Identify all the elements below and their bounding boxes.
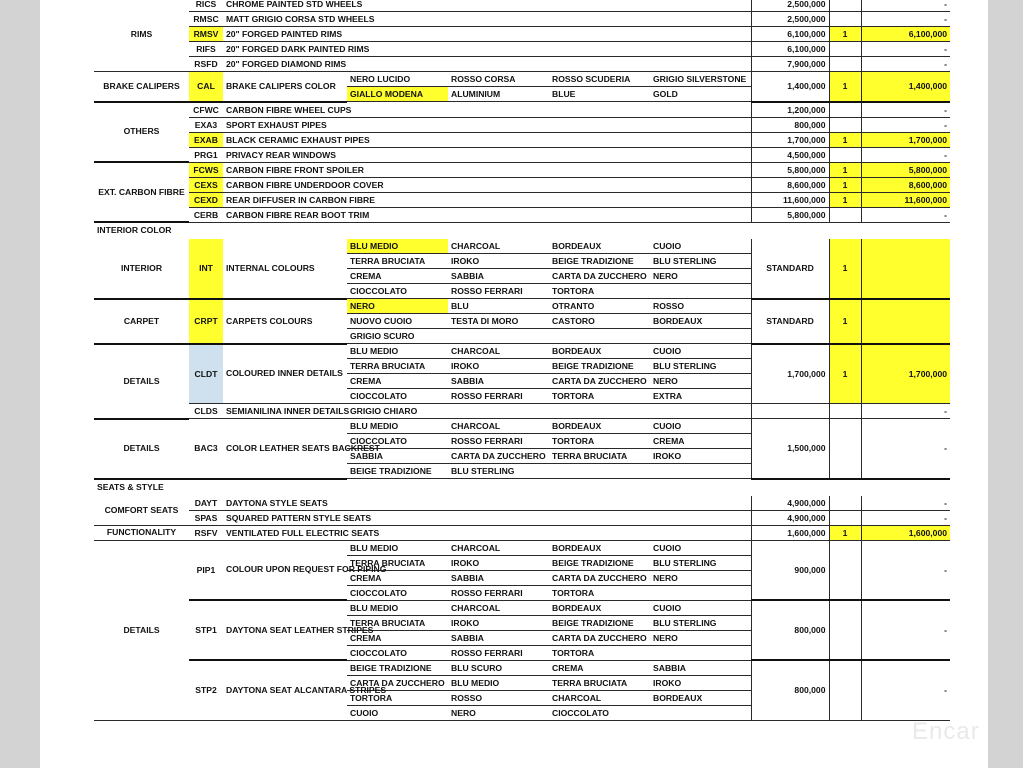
color-cell: TORTORA [549, 434, 650, 449]
option-total: - [861, 12, 950, 27]
option-price: 8,600,000 [751, 177, 829, 192]
option-code: RSFD [189, 57, 223, 72]
option-desc: COLOR LEATHER SEATS BACKREST [223, 419, 347, 479]
color-cell: BORDEAUX [549, 239, 650, 254]
option-qty: 1 [829, 192, 861, 207]
color-cell: IROKO [448, 359, 549, 374]
option-desc: COLOURED INNER DETAILS [223, 344, 347, 404]
color-cell: BLU STERLING [650, 615, 751, 630]
option-code: PIP1 [189, 540, 223, 600]
color-cell: ROSSO [650, 299, 751, 314]
color-cell: TERRA BRUCIATA [549, 675, 650, 690]
option-row-selected [94, 344, 950, 359]
color-cell: BEIGE TRADIZIONE [549, 555, 650, 570]
option-total: 1,600,000 [861, 525, 950, 540]
color-cell: BLU SCURO [448, 660, 549, 675]
color-cell: TERRA BRUCIATA [347, 254, 448, 269]
option-qty: 1 [829, 132, 861, 147]
option-row [94, 404, 950, 419]
option-desc: SEMIANILINA INNER DETAILS [223, 404, 347, 419]
option-code: STP1 [189, 600, 223, 660]
color-cell: TORTORA [549, 645, 650, 660]
option-qty [829, 510, 861, 525]
color-cell [549, 329, 650, 344]
color-cell: NERO [650, 630, 751, 645]
category-label: FUNCTIONALITY [94, 525, 189, 540]
option-qty: 1 [829, 27, 861, 42]
color-cell: SABBIA [448, 630, 549, 645]
color-cell: SABBIA [347, 449, 448, 464]
option-qty [829, 207, 861, 222]
option-total: - [861, 540, 950, 600]
color-cell: CIOCCOLATO [347, 284, 448, 299]
option-price: 2,500,000 [751, 0, 829, 12]
color-cell: CUOIO [347, 705, 448, 720]
options-sheet [94, 0, 952, 721]
color-cell: BORDEAUX [549, 540, 650, 555]
color-cell: BLU STERLING [650, 555, 751, 570]
option-row [94, 540, 950, 555]
option-row [94, 42, 950, 57]
option-qty [829, 117, 861, 132]
option-code: RSFV [189, 525, 223, 540]
option-total [861, 239, 950, 299]
watermark: Encar [912, 718, 980, 745]
color-cell: BLU STERLING [448, 464, 549, 479]
color-cell: CREMA [347, 374, 448, 389]
section-heading: SEATS & STYLE [97, 481, 164, 492]
color-cell [650, 705, 751, 720]
document-page [40, 0, 988, 768]
color-cell: BORDEAUX [549, 344, 650, 359]
option-price: 1,200,000 [751, 102, 829, 118]
option-desc: PRIVACY REAR WINDOWS [223, 147, 751, 162]
option-qty [829, 540, 861, 600]
option-price: 900,000 [751, 540, 829, 600]
option-qty: 1 [829, 299, 861, 344]
color-cell: CIOCCOLATO [347, 585, 448, 600]
option-price: 5,800,000 [751, 162, 829, 177]
option-total: - [861, 0, 950, 12]
color-cell: TERRA BRUCIATA [347, 359, 448, 374]
option-qty [829, 42, 861, 57]
option-row [94, 660, 950, 675]
option-code: CFWC [189, 102, 223, 118]
option-total: - [861, 147, 950, 162]
color-cell: GRIGIO CHIARO [347, 404, 751, 419]
option-desc: DAYTONA SEAT LEATHER STRIPES [223, 600, 347, 660]
color-cell: ROSSO FERRARI [448, 645, 549, 660]
option-total: - [861, 600, 950, 660]
color-cell: OTRANTO [549, 299, 650, 314]
category-label: INTERIOR [94, 239, 189, 299]
option-total: 8,600,000 [861, 177, 950, 192]
color-cell: TORTORA [549, 389, 650, 404]
color-cell: TORTORA [347, 690, 448, 705]
color-cell: IROKO [650, 675, 751, 690]
option-row-selected [94, 177, 950, 192]
color-cell: CREMA [347, 269, 448, 284]
color-cell: CUOIO [650, 600, 751, 615]
color-cell: CIOCCOLATO [347, 645, 448, 660]
color-cell: BLUE [549, 87, 650, 102]
option-desc: SQUARED PATTERN STYLE SEATS [223, 510, 751, 525]
color-cell: BEIGE TRADIZIONE [549, 359, 650, 374]
color-cell: TORTORA [549, 284, 650, 299]
option-total: - [861, 42, 950, 57]
option-qty: 1 [829, 162, 861, 177]
option-price: 4,500,000 [751, 147, 829, 162]
option-price: 1,400,000 [751, 72, 829, 102]
left-frame [0, 0, 40, 768]
option-price: STANDARD [751, 299, 829, 344]
color-cell: CARTA DA ZUCCHERO [549, 374, 650, 389]
option-row [94, 147, 950, 162]
color-cell: NUOVO CUOIO [347, 314, 448, 329]
option-qty: 1 [829, 72, 861, 102]
category-label: CARPET [94, 299, 189, 344]
category-label: DETAILS [94, 540, 189, 720]
color-cell: GOLD [650, 87, 751, 102]
color-cell: CHARCOAL [448, 540, 549, 555]
color-cell: ROSSO FERRARI [448, 389, 549, 404]
color-cell [549, 464, 650, 479]
color-cell: CARTA DA ZUCCHERO [549, 630, 650, 645]
category-label: BRAKE CALIPERS [94, 72, 189, 102]
color-cell: NERO [448, 705, 549, 720]
option-desc: CARBON FIBRE FRONT SPOILER [223, 162, 751, 177]
option-desc: 20" FORGED DIAMOND RIMS [223, 57, 751, 72]
option-price: 6,100,000 [751, 42, 829, 57]
color-cell: CARTA DA ZUCCHERO [448, 449, 549, 464]
color-cell [650, 284, 751, 299]
option-total: - [861, 57, 950, 72]
option-qty [829, 12, 861, 27]
option-desc: 20" FORGED PAINTED RIMS [223, 27, 751, 42]
option-qty [829, 419, 861, 479]
color-cell: IROKO [448, 254, 549, 269]
option-row [94, 102, 950, 118]
color-cell: NERO LUCIDO [347, 72, 448, 87]
color-cell: IROKO [448, 615, 549, 630]
color-cell [650, 585, 751, 600]
option-qty [829, 57, 861, 72]
color-cell: CARTA DA ZUCCHERO [549, 269, 650, 284]
color-cell: GRIGIO SILVERSTONE [650, 72, 751, 87]
option-qty [829, 147, 861, 162]
option-price: 11,600,000 [751, 192, 829, 207]
option-total: 5,800,000 [861, 162, 950, 177]
category-label: DETAILS [94, 344, 189, 419]
color-cell: TERRA BRUCIATA [347, 615, 448, 630]
color-cell [650, 645, 751, 660]
color-cell: BEIGE TRADIZIONE [549, 615, 650, 630]
color-cell: IROKO [650, 449, 751, 464]
option-desc: MATT GRIGIO CORSA STD WHEELS [223, 12, 751, 27]
color-cell: BEIGE TRADIZIONE [347, 660, 448, 675]
color-cell-selected: GIALLO MODENA [347, 87, 448, 102]
option-qty [829, 102, 861, 118]
color-cell: ROSSO SCUDERIA [549, 72, 650, 87]
option-price: 7,900,000 [751, 57, 829, 72]
option-total: - [861, 117, 950, 132]
color-cell: BLU MEDIO [347, 600, 448, 615]
color-cell: BEIGE TRADIZIONE [549, 254, 650, 269]
option-total: - [861, 496, 950, 511]
color-cell: CUOIO [650, 239, 751, 254]
option-code: CEXS [189, 177, 223, 192]
color-cell: BLU MEDIO [448, 675, 549, 690]
color-cell: EXTRA [650, 389, 751, 404]
color-cell: ROSSO [448, 690, 549, 705]
color-cell: IROKO [448, 555, 549, 570]
option-qty [829, 660, 861, 720]
color-cell: TORTORA [549, 585, 650, 600]
color-cell: CIOCCOLATO [549, 705, 650, 720]
option-row-selected [94, 27, 950, 42]
color-cell: NERO [650, 374, 751, 389]
option-code: RIFS [189, 42, 223, 57]
option-price: 800,000 [751, 600, 829, 660]
option-row [94, 57, 950, 72]
color-cell: BORDEAUX [549, 600, 650, 615]
option-qty: 1 [829, 239, 861, 299]
option-price: 800,000 [751, 660, 829, 720]
option-code: CLDT [189, 344, 223, 404]
color-cell [650, 464, 751, 479]
option-desc: SPORT EXHAUST PIPES [223, 117, 751, 132]
color-cell: CHARCOAL [448, 600, 549, 615]
option-desc: CHROME PAINTED STD WHEELS [223, 0, 751, 12]
option-desc: 20" FORGED DARK PAINTED RIMS [223, 42, 751, 57]
color-cell: NERO [650, 570, 751, 585]
option-price: 1,700,000 [751, 344, 829, 404]
color-cell: CREMA [650, 434, 751, 449]
option-code: INT [189, 239, 223, 299]
option-desc: INTERNAL COLOURS [223, 239, 347, 299]
option-code: CRPT [189, 299, 223, 344]
category-label: DETAILS [94, 419, 189, 479]
option-price: 6,100,000 [751, 27, 829, 42]
option-code: EXA3 [189, 117, 223, 132]
color-cell: CREMA [549, 660, 650, 675]
color-cell: ALUMINIUM [448, 87, 549, 102]
option-total: - [861, 207, 950, 222]
option-desc: COLOUR UPON REQUEST FOR PIPING [223, 540, 347, 600]
option-code: RMSC [189, 12, 223, 27]
option-total: 1,400,000 [861, 72, 950, 102]
option-code: BAC3 [189, 419, 223, 479]
option-desc: DAYTONA STYLE SEATS [223, 496, 751, 511]
option-price: 1,600,000 [751, 525, 829, 540]
option-price: STANDARD [751, 239, 829, 299]
options-table [94, 0, 950, 721]
color-cell: CUOIO [650, 344, 751, 359]
color-cell: ROSSO FERRARI [448, 585, 549, 600]
color-cell: ROSSO FERRARI [448, 434, 549, 449]
option-row [94, 0, 950, 12]
option-total [861, 299, 950, 344]
option-code: RICS [189, 0, 223, 12]
color-cell: BLU [448, 299, 549, 314]
option-desc: CARBON FIBRE REAR BOOT TRIM [223, 207, 751, 222]
color-cell: CASTORO [549, 314, 650, 329]
color-cell: BEIGE TRADIZIONE [347, 464, 448, 479]
option-code: RMSV [189, 27, 223, 42]
color-cell: BLU MEDIO [347, 540, 448, 555]
color-cell [448, 329, 549, 344]
option-price: 4,900,000 [751, 510, 829, 525]
option-total: - [861, 404, 950, 419]
option-code: EXAB [189, 132, 223, 147]
option-total: - [861, 419, 950, 479]
option-row [94, 600, 950, 615]
color-cell [650, 329, 751, 344]
color-cell: ROSSO FERRARI [448, 284, 549, 299]
option-row-selected [94, 192, 950, 207]
color-cell: CIOCCOLATO [347, 389, 448, 404]
color-cell: CUOIO [650, 419, 751, 434]
category-label: OTHERS [94, 102, 189, 163]
option-desc: BLACK CERAMIC EXHAUST PIPES [223, 132, 751, 147]
color-cell: CHARCOAL [448, 239, 549, 254]
option-row [94, 496, 950, 511]
color-cell: BORDEAUX [549, 419, 650, 434]
option-price: 5,800,000 [751, 207, 829, 222]
option-qty: 1 [829, 344, 861, 404]
color-cell: CUOIO [650, 540, 751, 555]
option-row-selected [94, 299, 950, 314]
option-qty [829, 600, 861, 660]
option-total: 6,100,000 [861, 27, 950, 42]
color-cell: CHARCOAL [549, 690, 650, 705]
color-cell: TESTA DI MORO [448, 314, 549, 329]
color-cell: CREMA [347, 630, 448, 645]
color-cell: BLU STERLING [650, 359, 751, 374]
option-code: PRG1 [189, 147, 223, 162]
option-price: 1,700,000 [751, 132, 829, 147]
color-cell: GRIGIO SCURO [347, 329, 448, 344]
color-cell: BLU MEDIO [347, 419, 448, 434]
option-code: CERB [189, 207, 223, 222]
option-qty: 1 [829, 525, 861, 540]
color-cell: CARTA DA ZUCCHERO [347, 675, 448, 690]
color-cell: BLU STERLING [650, 254, 751, 269]
option-row [94, 419, 950, 434]
option-desc: DAYTONA SEAT ALCANTARA STRIPES [223, 660, 347, 720]
option-row-selected [94, 239, 950, 254]
color-cell: TERRA BRUCIATA [549, 449, 650, 464]
color-cell: CARTA DA ZUCCHERO [549, 570, 650, 585]
option-code: DAYT [189, 496, 223, 511]
option-price: 4,900,000 [751, 496, 829, 511]
option-desc: CARPETS COLOURS [223, 299, 347, 344]
option-code: CEXD [189, 192, 223, 207]
option-total: 1,700,000 [861, 344, 950, 404]
color-cell-selected: NERO [347, 299, 448, 314]
option-price: 2,500,000 [751, 12, 829, 27]
category-label: COMFORT SEATS [94, 496, 189, 526]
option-qty [829, 496, 861, 511]
option-price: 1,500,000 [751, 419, 829, 479]
option-total: - [861, 510, 950, 525]
option-code: FCWS [189, 162, 223, 177]
option-row [94, 510, 950, 525]
color-cell: BORDEAUX [650, 690, 751, 705]
category-label: RIMS [94, 0, 189, 72]
color-cell: BLU MEDIO [347, 344, 448, 359]
option-row-selected [94, 162, 950, 177]
color-cell: BORDEAUX [650, 314, 751, 329]
section-heading: INTERIOR COLOR [97, 225, 172, 235]
option-desc: BRAKE CALIPERS COLOR [223, 72, 347, 102]
option-desc: REAR DIFFUSER IN CARBON FIBRE [223, 192, 751, 207]
color-cell: CHARCOAL [448, 419, 549, 434]
option-code: STP2 [189, 660, 223, 720]
color-cell: NERO [650, 269, 751, 284]
option-qty: 1 [829, 177, 861, 192]
color-cell: SABBIA [448, 570, 549, 585]
color-cell: CIOCCOLATO [347, 434, 448, 449]
option-code: SPAS [189, 510, 223, 525]
option-row [94, 207, 950, 222]
color-cell: CREMA [347, 570, 448, 585]
option-code: CLDS [189, 404, 223, 419]
color-cell: SABBIA [448, 374, 549, 389]
color-cell: TERRA BRUCIATA [347, 555, 448, 570]
option-row [94, 12, 950, 27]
option-desc: CARBON FIBRE UNDERDOOR COVER [223, 177, 751, 192]
option-row-selected [94, 132, 950, 147]
option-desc: CARBON FIBRE WHEEL CUPS [223, 102, 751, 118]
color-cell: SABBIA [650, 660, 751, 675]
option-qty [829, 0, 861, 12]
option-total: 11,600,000 [861, 192, 950, 207]
right-frame [988, 0, 1023, 768]
option-row [94, 117, 950, 132]
option-row-selected [94, 72, 950, 87]
color-cell: ROSSO CORSA [448, 72, 549, 87]
color-cell: SABBIA [448, 269, 549, 284]
option-row-selected [94, 525, 950, 540]
color-cell: CHARCOAL [448, 344, 549, 359]
option-code: CAL [189, 72, 223, 102]
option-price: 800,000 [751, 117, 829, 132]
option-desc: VENTILATED FULL ELECTRIC SEATS [223, 525, 751, 540]
color-cell-selected: BLU MEDIO [347, 239, 448, 254]
category-label: EXT. CARBON FIBRE [94, 162, 189, 222]
option-total: - [861, 660, 950, 720]
option-total: 1,700,000 [861, 132, 950, 147]
option-total: - [861, 102, 950, 118]
